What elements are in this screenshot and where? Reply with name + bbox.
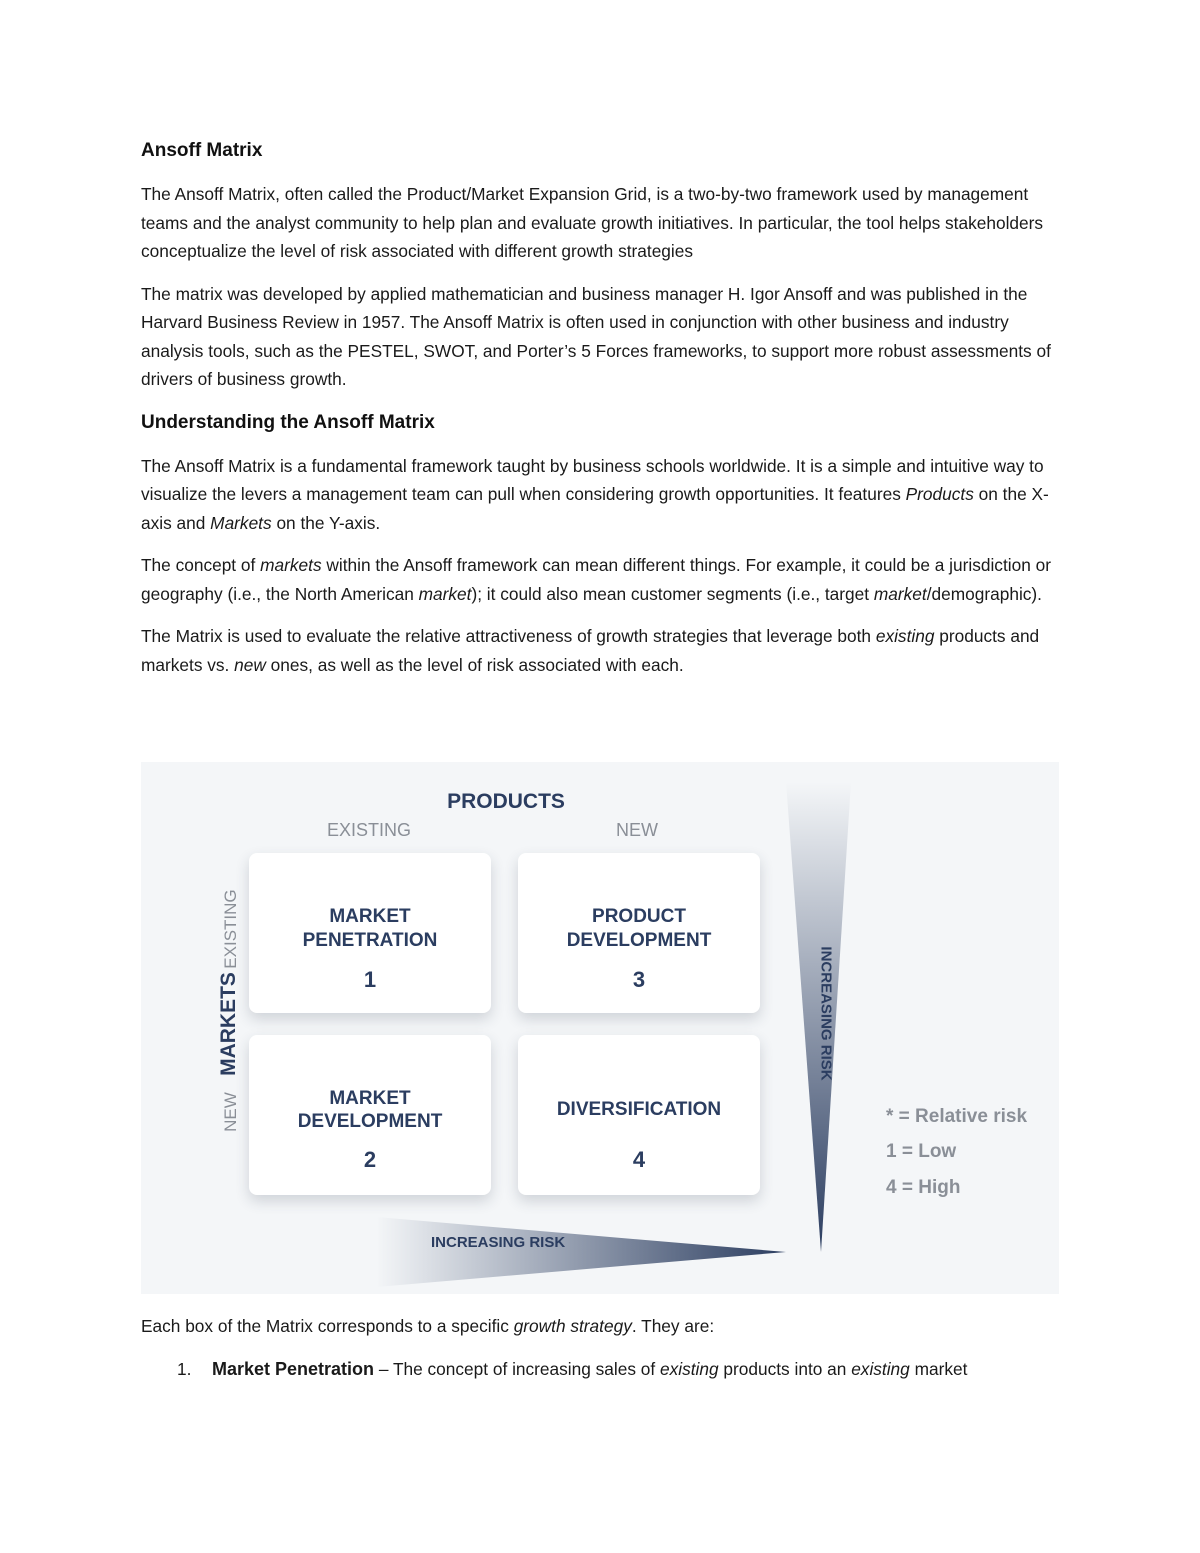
paragraph-markets <box>141 551 1061 608</box>
increasing-risk-horizontal-label: INCREASING RISK <box>431 1234 566 1251</box>
strategies-list <box>141 1355 1061 1384</box>
legend-relative-risk: * = Relative risk <box>886 1106 1028 1127</box>
box-product-development <box>518 853 760 1013</box>
text-run-italic: existing <box>875 626 935 646</box>
box-title-line: DEVELOPMENT <box>297 1111 443 1132</box>
text-run-italic: Markets <box>210 512 272 533</box>
text-run-italic: Products <box>905 484 974 504</box>
markets-axis-title: MARKETS <box>217 972 240 1076</box>
risk-arrows <box>141 762 1059 1294</box>
heading-ansoff-matrix: Ansoff Matrix <box>141 140 263 161</box>
paragraph-axes <box>141 452 1061 538</box>
ansoff-matrix-figure <box>141 762 1059 1294</box>
text-run-italic: market <box>873 583 927 604</box>
box-market-penetration <box>249 853 491 1013</box>
box-risk-number: 1 <box>363 967 377 992</box>
text-run: products into an <box>718 1358 852 1379</box>
text-run-italic: new <box>234 654 266 675</box>
text-run: ones, as well as the level of risk associated with each. <box>265 654 684 675</box>
legend-low: 1 = Low <box>886 1141 957 1162</box>
text-run: market <box>909 1358 968 1379</box>
text-run: on the Y-axis. <box>271 512 381 533</box>
text-run-italic: growth strategy <box>513 1316 632 1336</box>
text-run: on the X-axis and <box>141 484 1049 533</box>
text-run: /demographic). <box>926 583 1042 604</box>
text-run: Each box of the Matrix corresponds to a specific <box>141 1316 514 1336</box>
box-market-development <box>249 1035 491 1195</box>
box-title-line: PRODUCT <box>592 906 686 927</box>
box-risk-number: 4 <box>632 1147 646 1172</box>
text-run: The concept of <box>141 555 261 575</box>
text-run-italic: existing <box>660 1358 719 1379</box>
text-run-italic: existing <box>851 1358 910 1379</box>
text-run: The Matrix is used to evaluate the relative attractiveness of growth strategies that leverage both <box>141 626 876 646</box>
box-title-line: MARKET <box>329 1088 411 1109</box>
document-body <box>141 140 1061 679</box>
text-run-italic: markets <box>260 555 322 575</box>
document-body-continued <box>141 1312 1061 1383</box>
heading-understanding: Understanding the Ansoff Matrix <box>141 411 435 433</box>
text-run: ); it could also mean customer segments (i.e., target <box>471 583 874 604</box>
markets-existing-label: EXISTING <box>221 889 240 969</box>
paragraph-strategies-intro <box>141 1312 1061 1341</box>
paragraph-evaluation <box>141 622 1061 679</box>
box-diversification <box>518 1035 760 1195</box>
text-run: The Ansoff Matrix is a fundamental framework taught by business schools worldwide. It is a simple and intuitive way to visualize the levers a management team can pull when considering growth opportunities. It features <box>141 455 1044 504</box>
list-item <box>141 1355 1061 1384</box>
text-run: products and markets vs. <box>141 626 1040 675</box>
box-title-line: DEVELOPMENT <box>566 930 712 951</box>
paragraph-history: The matrix was developed by applied mathematician and business manager H. Igor Ansoff and was published in the Harvard Business Review in 1957. The Ansoff Matrix is often used in conjunction with other business and industry analysis tools, such as the PESTEL, SWOT, and Porter’s 5 Forces frameworks, to support more robust assessments of drivers of business growth. <box>141 283 1051 389</box>
increasing-risk-vertical-label: INCREASING RISK <box>817 946 835 1081</box>
box-title-line: DIVERSIFICATION <box>556 1099 722 1120</box>
box-title-line: PENETRATION <box>302 930 438 951</box>
horizontal-risk-arrow <box>376 1217 786 1287</box>
box-risk-number: 3 <box>632 967 646 992</box>
products-axis-title: PRODUCTS <box>447 790 565 813</box>
text-run: within the Ansoff framework can mean different things. For example, it could be a jurisdiction or geography (i.e., the North American <box>141 555 1051 604</box>
products-new-label: NEW <box>616 820 658 840</box>
box-risk-number: 2 <box>363 1147 377 1172</box>
legend-high: 4 = High <box>886 1177 961 1198</box>
box-title-line: MARKET <box>329 906 411 927</box>
text-run: – The concept of increasing sales of <box>374 1358 660 1379</box>
list-marker: 1. <box>177 1358 192 1379</box>
products-existing-label: EXISTING <box>326 820 411 840</box>
text-run-italic: market <box>418 583 472 604</box>
text-run: . They are: <box>631 1316 715 1336</box>
paragraph-intro: The Ansoff Matrix, often called the Product/Market Expansion Grid, is a two-by-two framework used by management teams and the analyst community to help plan and evaluate growth initiatives. In particular, the tool helps stakeholders conceptualize the level of risk associated with different growth strategies <box>141 184 1044 261</box>
list-item-title: Market Penetration <box>212 1358 375 1379</box>
markets-new-label: NEW <box>221 1092 240 1132</box>
